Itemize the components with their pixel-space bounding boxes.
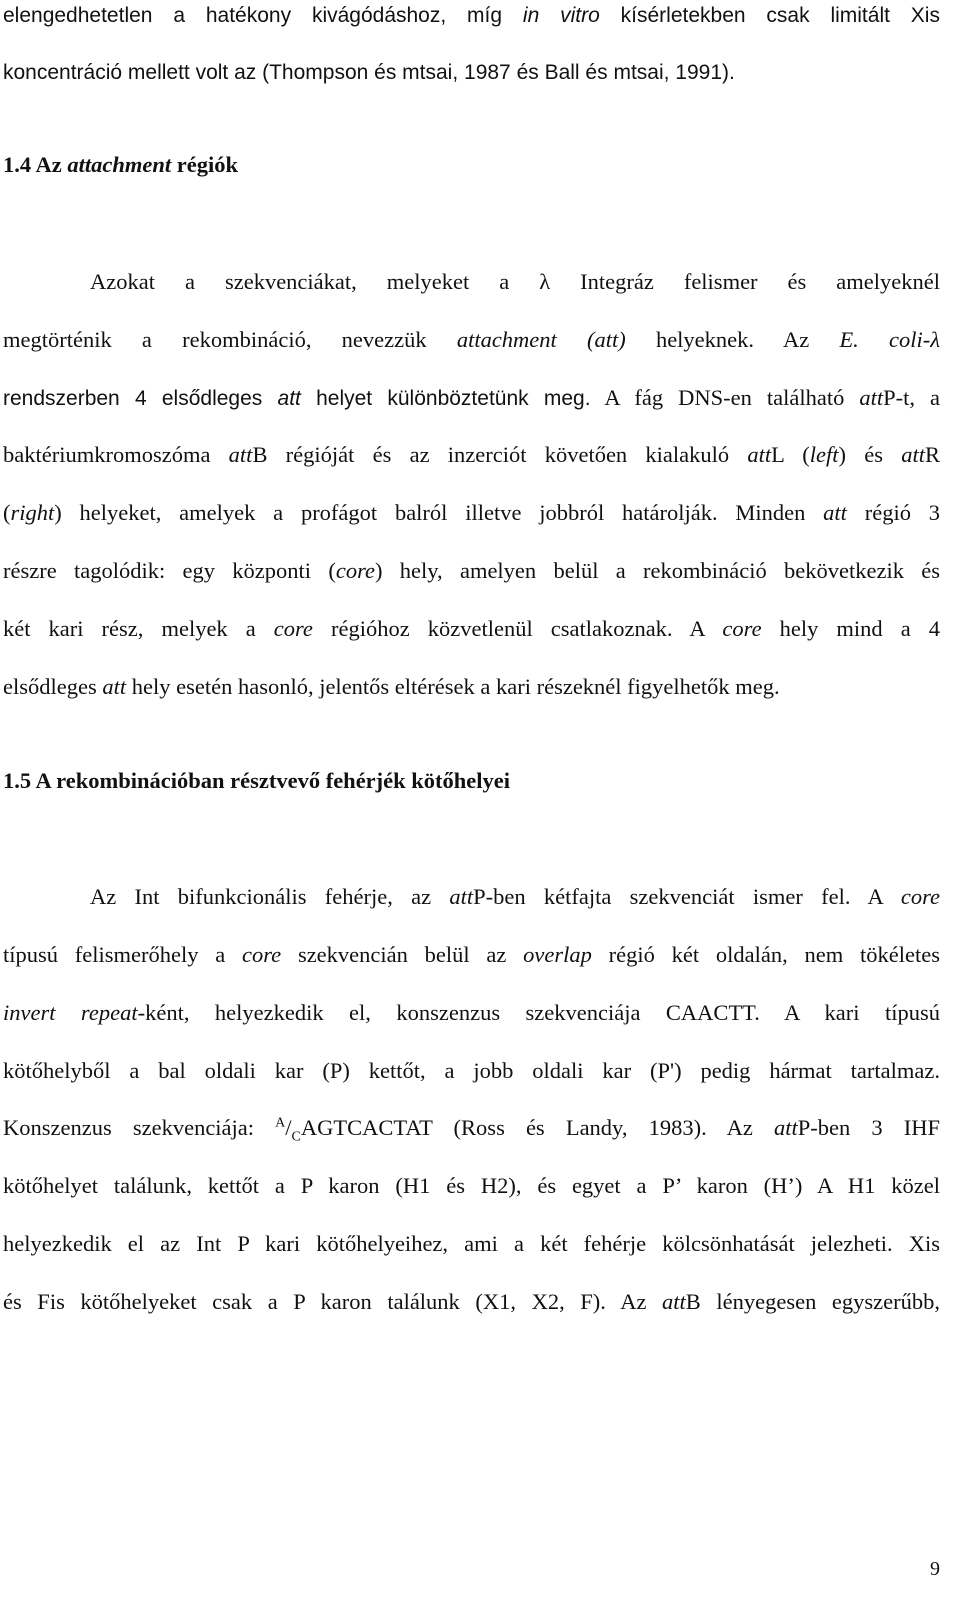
text-line: elsődleges att hely esetén hasonló, jelentős eltérések a kari részeknél figyelhetők meg. bbox=[3, 674, 780, 699]
text-line: részre tagolódik: egy központi (core) hely, amelyen belül a rekombináció bekövetkezik és bbox=[3, 558, 940, 583]
text-line: rendszerben 4 elsődleges att helyet különböztetünk meg. A fág DNS-en található attP-t, a bbox=[3, 385, 940, 410]
text-line: elengedhetetlen a hatékony kivágódáshoz, míg in vitro kísérletekben csak limitált Xis bbox=[3, 4, 940, 27]
text-line: típusú felismerőhely a core szekvencián belül az overlap régió két oldalán, nem tökéletes bbox=[3, 942, 941, 967]
text-line: koncentráció mellett volt az (Thompson és mtsai, 1987 és Ball és mtsai, 1991). bbox=[3, 61, 735, 84]
text-line: két kari rész, melyek a core régióhoz közvetlenül csatlakoznak. A core hely mind a 4 bbox=[3, 616, 940, 641]
section-heading: 1.5 A rekombinációban résztvevő fehérjék kötőhelyei bbox=[3, 768, 511, 793]
text-line: kötőhelyből a bal oldali kar (P) kettőt, a jobb oldali kar (P') pedig hármat tartalmaz. bbox=[3, 1058, 940, 1083]
text-line: helyezkedik el az Int P kari kötőhelyeihez, ami a két fehérje kölcsönhatását jelezheti. Xis bbox=[3, 1231, 940, 1256]
text-line: invert repeat-ként, helyezkedik el, konszenzus szekvenciája CAACTT. A kari típusú bbox=[3, 1000, 940, 1025]
text-line: kötőhelyet találunk, kettőt a P karon (H1 és H2), és egyet a P’ karon (H’) A H1 közel bbox=[3, 1173, 940, 1198]
text-line: Az Int bifunkcionális fehérje, az attP-ben kétfajta szekvenciát ismer fel. A core bbox=[90, 884, 940, 909]
page-number: 9 bbox=[930, 1558, 940, 1580]
text-line: és Fis kötőhelyeket csak a P karon találunk (X1, X2, F). Az attB lényegesen egyszerűbb, bbox=[3, 1289, 940, 1314]
text-line: (right) helyeket, amelyek a profágot balról illetve jobbról határolják. Minden att régió 3 bbox=[3, 500, 940, 525]
text-line: Azokat a szekvenciákat, melyeket a λ Integráz felismer és amelyeknél bbox=[90, 269, 940, 294]
text-line: Konszenzus szekvenciája: $^A/_CAGTCACTAT$ (Ross és Landy, 1983). Az attP-ben 3 IHF bbox=[3, 1115, 940, 1145]
text-line: baktériumkromoszóma attB régióját és az inzerciót követően kialakuló attL (left) és attR bbox=[3, 442, 940, 467]
section-heading: 1.4 Az attachment régiók bbox=[3, 152, 239, 177]
text-line: megtörténik a rekombináció, nevezzük attachment (att) helyeknek. Az E. coli-λ bbox=[3, 327, 940, 352]
